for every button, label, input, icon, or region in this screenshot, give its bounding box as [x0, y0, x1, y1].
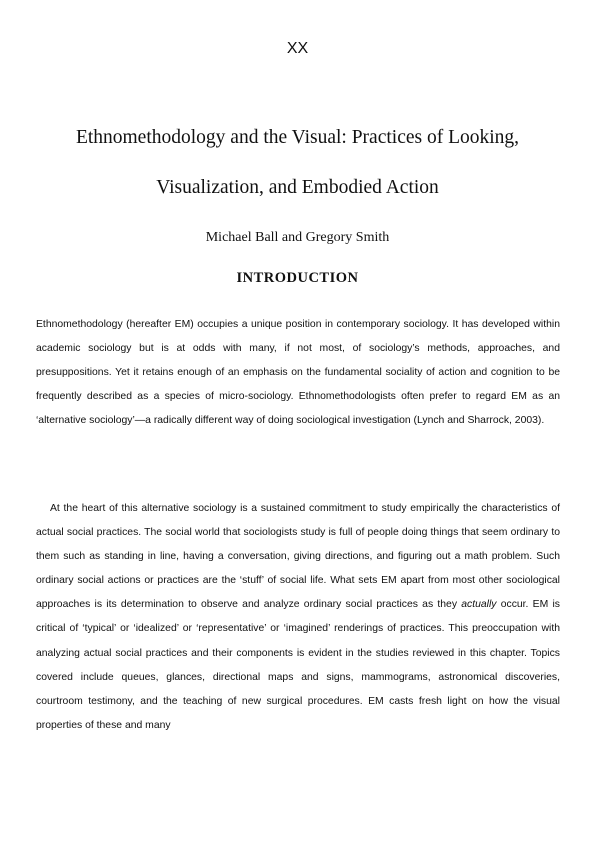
paragraph-2-text-before: At the heart of this alternative sociology is a sustained commitment to study empirically the characteristics of actual social practices. The social world that sociologists study is full of people doing things that seem ordinary to them such as standing in line, having a conversation, giving directions, and figuring out a math problem. Such ordinary social actions or practices are the ‘stuff’ of social life. What sets EM apart from most other sociological approaches is its determination to observe and analyze ordinary social practices as they: [36, 503, 560, 611]
chapter-number: XX: [286, 40, 309, 57]
paragraph-1: Ethnomethodology (hereafter EM) occupies a unique position in contemporary sociology. It has developed within academic sociology but is at odds with many, if not most, of sociology’s methods, approaches, and presuppositions. Yet it retains enough of an emphasis on the fundamental sociality of action and cognition to be frequently described as a species of micro-sociology. Ethnomethodologists often prefer to regard EM as an ‘alternative sociology’—a radically different way of doing sociological investigation (Lynch and Sharrock, 2003).: [36, 319, 560, 427]
chapter-title: Ethnomethodology and the Visual: Practices of Looking, Visualization, and Embodied Action: [75, 127, 520, 198]
section-heading: INTRODUCTION: [236, 270, 359, 286]
paragraph-2: [36, 497, 560, 738]
authors: Michael Ball and Gregory Smith: [205, 230, 390, 245]
paragraph-2-text-after: occur. EM is critical of ‘typical’ or ‘idealized’ or ‘representative’ or ‘imagined’ renderings of practices. This preoccupation with analyzing actual social practices and their components is evident in the studies reviewed in this chapter. Topics covered include queues, glances, directional maps and signs, mammograms, astronomical discoveries, courtroom testimony, and the teaching of new surgical procedures. EM casts fresh light on how the visual properties of these and many: [36, 599, 560, 731]
emphasis-actually: actually: [461, 599, 497, 611]
